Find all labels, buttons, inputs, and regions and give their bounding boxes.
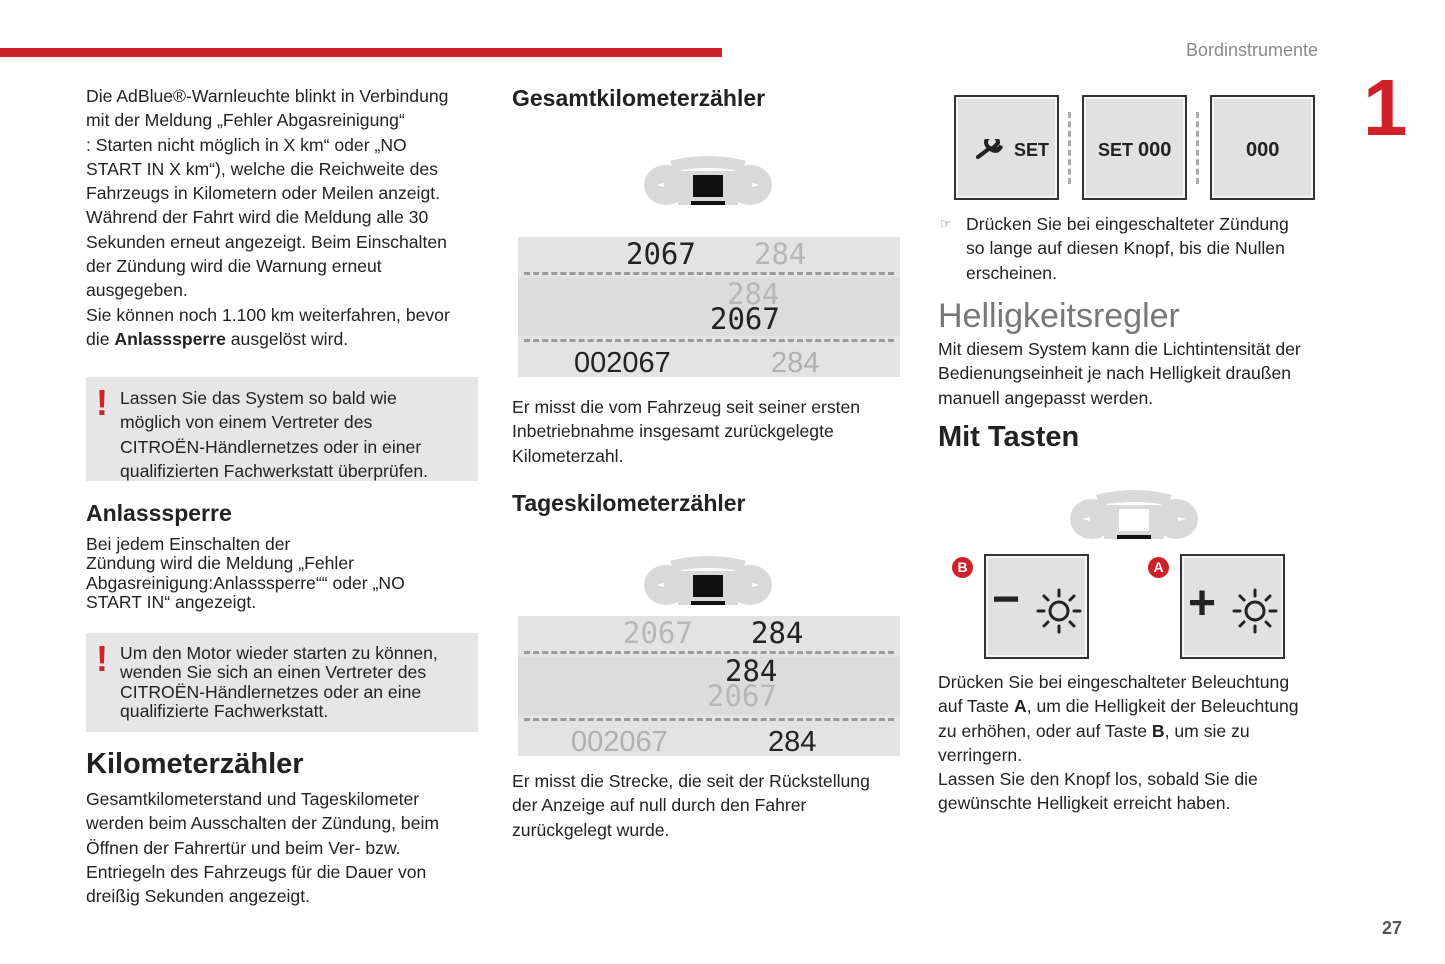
sun-brightness-icon	[1232, 588, 1278, 634]
screen-set-000: SET 000	[1082, 95, 1187, 200]
instrument-cluster-icon	[642, 553, 774, 609]
page-number: 27	[1382, 918, 1403, 938]
warning-box-check-system: ! Lassen Sie das System so bald wie möglich von einem Vertreter des CITROËN-Händlernetzes oder in einer qualifizierten Fachwerkstatt überprüfen.	[86, 377, 478, 481]
brightness-decrease-button[interactable]	[984, 554, 1089, 659]
warning-box-restart: ! Um den Motor wieder starten zu können, wenden Sie sich an einen Vertreter des CITROËN-Händlernetzes oder an eine qualifizierte Fachwerkstatt.	[86, 633, 478, 732]
header-red-bar	[0, 48, 722, 57]
chapter-number: 1	[1363, 63, 1408, 152]
sun-brightness-icon	[1036, 588, 1082, 634]
plus-icon: +	[1188, 577, 1217, 630]
minus-icon: −	[992, 573, 1021, 626]
badge-a: A	[1148, 557, 1169, 578]
instrument-cluster-icon	[1068, 487, 1200, 543]
reset-instruction: Drücken Sie bei eingeschalteter Zündung so lange auf diesen Knopf, bis die Nullen erscheinen.	[966, 214, 1289, 283]
screen-separator	[1196, 112, 1199, 184]
instrument-cluster-icon	[642, 153, 774, 209]
gesamtkm-paragraph: Er misst die vom Fahrzeug seit seiner ersten Inbetriebnahme insgesamt zurückgelegte Kilometerzahl.	[512, 397, 861, 466]
helligkeitsregler-paragraph: Mit diesem System kann die Lichtintensität der Bedienungseinheit je nach Helligkeit draußen manuell angepasst werden.	[938, 339, 1301, 408]
screen-set-wrench: SET	[954, 95, 1059, 200]
pointing-hand-icon: ☞	[940, 216, 952, 231]
trip-odometer-display: 2067 284 284 2067 002067 284	[518, 616, 900, 756]
anlasssperre-heading: Anlasssperre	[86, 500, 232, 526]
adblue-intro-paragraph: Die AdBlue®-Warnleuchte blinkt in Verbindung mit der Meldung „Fehler Abgasreinigung“ : Starten nicht möglich in X km“ oder „NO START IN X km“), welche die Reichweite des Fahrzeugs in Kilometern oder Meilen anzeigt. Während der Fahrt wird die Meldung alle 30 Sekunden erneut angezeigt. Beim Einschalten der Zündung wird die Warnung erneut ausgegeben. Sie können noch 1.100 km weiterfahren, bevor die Anlasssperre ausgelöst wird.	[86, 86, 450, 349]
helligkeitsregler-heading: Helligkeitsregler	[938, 297, 1180, 335]
wrench-icon	[976, 139, 1004, 161]
kilometerzaehler-heading: Kilometerzähler	[86, 748, 304, 780]
mit-tasten-heading: Mit Tasten	[938, 421, 1080, 453]
warning-exclamation-icon: !	[96, 382, 108, 423]
kilometerzaehler-paragraph: Gesamtkilometerstand und Tageskilometer werden beim Ausschalten der Zündung, beim Öffnen der Fahrertür und beim Ver- bzw. Entriegeln des Fahrzeugs für die Dauer von dreißig Sekunden angezeigt.	[86, 789, 440, 907]
screen-separator	[1068, 112, 1071, 184]
total-odometer-display: 2067 284 284 2067 002067 284	[518, 237, 900, 377]
tageskm-paragraph: Er misst die Strecke, die seit der Rückstellung der Anzeige auf null durch den Fahrer zurückgelegt wurde.	[512, 771, 870, 840]
badge-b: B	[952, 557, 973, 578]
brightness-description: Drücken Sie bei eingeschalteter Beleuchtung auf Taste A, um die Helligkeit der Beleuchtung zu erhöhen, oder auf Taste B, um sie zu verringern. Lassen Sie den Knopf los, sobald Sie die gewünschte Helligkeit erreicht haben.	[938, 672, 1299, 814]
anlasssperre-paragraph: Bei jedem Einschalten der Zündung wird die Meldung „Fehler Abgasreinigung:Anlasssperre““ oder „NO START IN“ angezeigt.	[86, 534, 405, 613]
tageskm-heading: Tageskilometerzähler	[512, 490, 746, 516]
gesamtkm-heading: Gesamtkilometerzähler	[512, 85, 766, 111]
warning-exclamation-icon: !	[96, 638, 108, 679]
brightness-increase-button[interactable]	[1180, 554, 1285, 659]
screen-000: 000	[1210, 95, 1315, 200]
section-title: Bordinstrumente	[1186, 40, 1319, 60]
